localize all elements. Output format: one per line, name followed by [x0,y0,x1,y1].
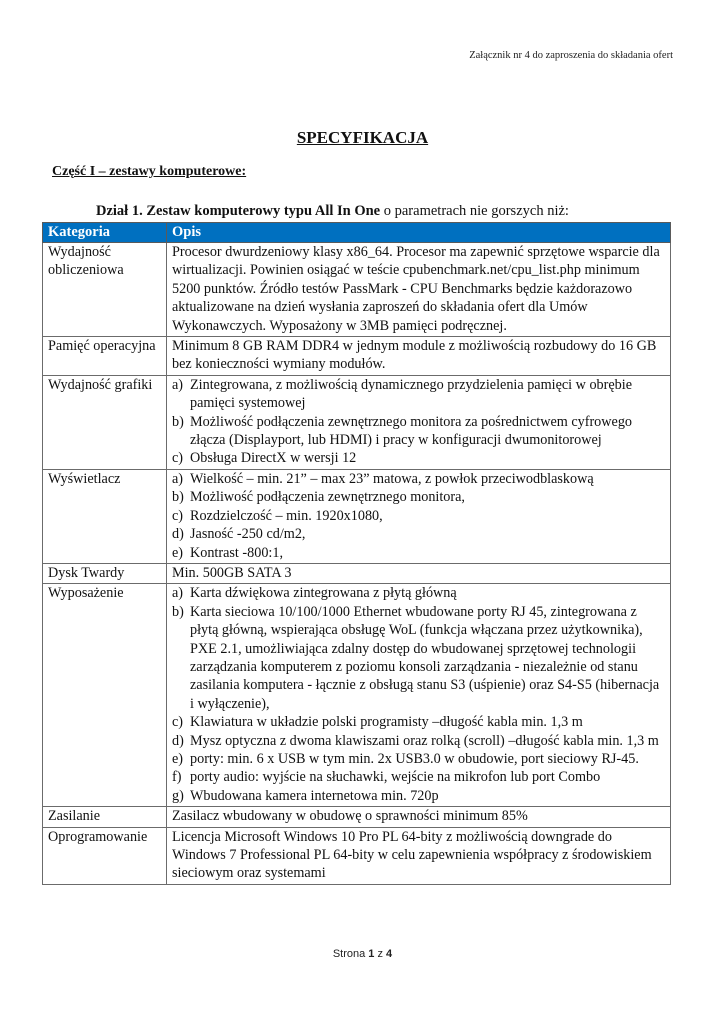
category-cell: Wyposażenie [43,584,167,807]
section-heading-rest: o parametrach nie gorszych niż: [380,203,569,219]
list-item [172,507,665,525]
list-item-text: Zintegrowana, z możliwością dynamicznego przydzielenia pamięci w obrębie pamięci systemowej [190,376,632,412]
list-item-text: Wbudowana kamera internetowa min. 720p [190,787,439,804]
list-item-text: Klawiatura w układzie polski programisty –długość kabla min. 1,3 m [190,714,583,731]
category-cell: Wydajność grafiki [43,375,167,469]
footer-separator: z [374,948,387,960]
description-cell: Procesor dwurdzeniowy klasy x86_64. Procesor ma zapewnić sprzętowe wsparcie dla wirtualizacji. Powinien osiągać w teście cpubenchmark.net/cpu_list.php minimum 5200 punktów. Źródło testów PassMark - CPU Benchmarks będzie każdorazowo aktualizowane na dzień wysłania zaproszeń do składania ofert dla Umów Wykonawczych. Wyposażony w 3MB pamięci podręcznej. [167,243,671,337]
column-header-description: Opis [167,223,671,243]
list-item-text: Karta sieciowa 10/100/1000 Ethernet wbudowane porty RJ 45, zintegrowana z płytą główną, wspierająca obsługę WoL (funkcja włączana przez użytkownika), PXE 2.1, umożliwiająca zdalny dostęp do wbudowanej sprzętowej technologii zarządzania komputerem z poziomu konsoli zarządzania - niezależnie od stanu zasilania komputera - łącznie z obsługą stanu S3 (uśpienie) oraz S4-S5 (hibernacja i wyłączenie), [190,603,660,712]
list-item [172,544,665,562]
list-item [172,449,665,467]
list-item [172,768,665,786]
list-item-text: Jasność -250 cd/m2, [190,526,306,543]
list-item-text: Możliwość podłączenia zewnętrznego monitora za pośrednictwem cyfrowego złącza (Displayport, lub HDMI) i pracy w konfiguracji dwumonitorowej [190,413,633,449]
list-marker: e) [172,544,184,561]
description-list [172,376,665,468]
category-cell: Wyświetlacz [43,469,167,563]
list-marker: b) [172,603,184,620]
table-header-row [43,223,671,243]
list-marker: e) [172,750,184,767]
list-item [172,584,665,602]
category-cell: Zasilanie [43,807,167,827]
list-marker: b) [172,489,184,506]
list-item [172,732,665,750]
table-row [43,337,671,376]
section-heading-bold: Dział 1. Zestaw komputerowy typu All In One [96,203,381,219]
list-item [172,488,665,506]
table-row [43,563,671,583]
list-item [172,470,665,488]
table-row [43,469,671,563]
list-marker: b) [172,413,184,430]
description-list [172,584,665,805]
list-item-text: Obsługa DirectX w wersji 12 [190,450,357,467]
list-item [172,787,665,805]
section-heading [96,203,569,220]
document-title: SPECYFIKACJA [296,128,429,147]
list-marker: a) [172,585,184,602]
list-marker: a) [172,376,184,393]
description-list [172,470,665,562]
list-item-text: Kontrast -800:1, [190,544,283,561]
table-row [43,243,671,337]
table-row [43,375,671,469]
list-marker: f) [172,769,182,786]
list-marker: g) [172,787,184,804]
list-item-text: Wielkość – min. 21” – max 23” matowa, z powłok przeciwodblaskową [190,470,594,487]
list-item-text: Możliwość podłączenia zewnętrznego monitora, [190,489,465,506]
description-cell [167,584,671,807]
list-marker: c) [172,714,184,731]
list-item-text: porty audio: wyjście na słuchawki, wejście na mikrofon lub port Combo [190,769,601,786]
list-item-text: porty: min. 6 x USB w tym min. 2x USB3.0 w obudowie, port sieciowy RJ-45. [190,750,639,767]
list-item [172,713,665,731]
list-item [172,413,665,450]
current-page-number: 1 [368,948,375,960]
list-item [172,603,665,713]
total-pages-number: 4 [386,948,393,960]
list-item [172,750,665,768]
list-marker: c) [172,450,184,467]
description-cell: Minimum 8 GB RAM DDR4 w jednym module z możliwością rozbudowy do 16 GB bez konieczności wymiany modułów. [167,337,671,376]
category-cell: Wydajność obliczeniowa [43,243,167,337]
attachment-note: Załącznik nr 4 do zaproszenia do składania ofert [469,50,673,61]
specification-table [42,222,671,885]
category-cell: Oprogramowanie [43,827,167,884]
list-item-text: Mysz optyczna z dwoma klawiszami oraz rolką (scroll) –długość kabla min. 1,3 m [190,732,659,749]
page-footer [0,948,725,960]
description-cell: Min. 500GB SATA 3 [167,563,671,583]
column-header-category: Kategoria [43,223,167,243]
table-row [43,584,671,807]
list-marker: d) [172,526,184,543]
list-item-text: Karta dźwiękowa zintegrowana z płytą główną [190,585,457,602]
category-cell: Pamięć operacyjna [43,337,167,376]
list-item [172,376,665,413]
description-cell [167,375,671,469]
list-marker: d) [172,732,184,749]
list-item [172,525,665,543]
list-item-text: Rozdzielczość – min. 1920x1080, [190,507,383,524]
list-marker: a) [172,470,184,487]
footer-prefix: Strona [332,948,369,960]
description-cell: Licencja Microsoft Windows 10 Pro PL 64-bity z możliwością downgrade do Windows 7 Professional PL 64-bity w celu zapewnienia współpracy z środowiskiem sieciowym oraz systemami [167,827,671,884]
description-cell [167,469,671,563]
table-row [43,807,671,827]
table-row [43,827,671,884]
description-cell: Zasilacz wbudowany w obudowę o sprawności minimum 85% [167,807,671,827]
part-heading: Część I – zestawy komputerowe: [52,164,247,179]
category-cell: Dysk Twardy [43,563,167,583]
list-marker: c) [172,507,184,524]
table-body [43,243,671,885]
